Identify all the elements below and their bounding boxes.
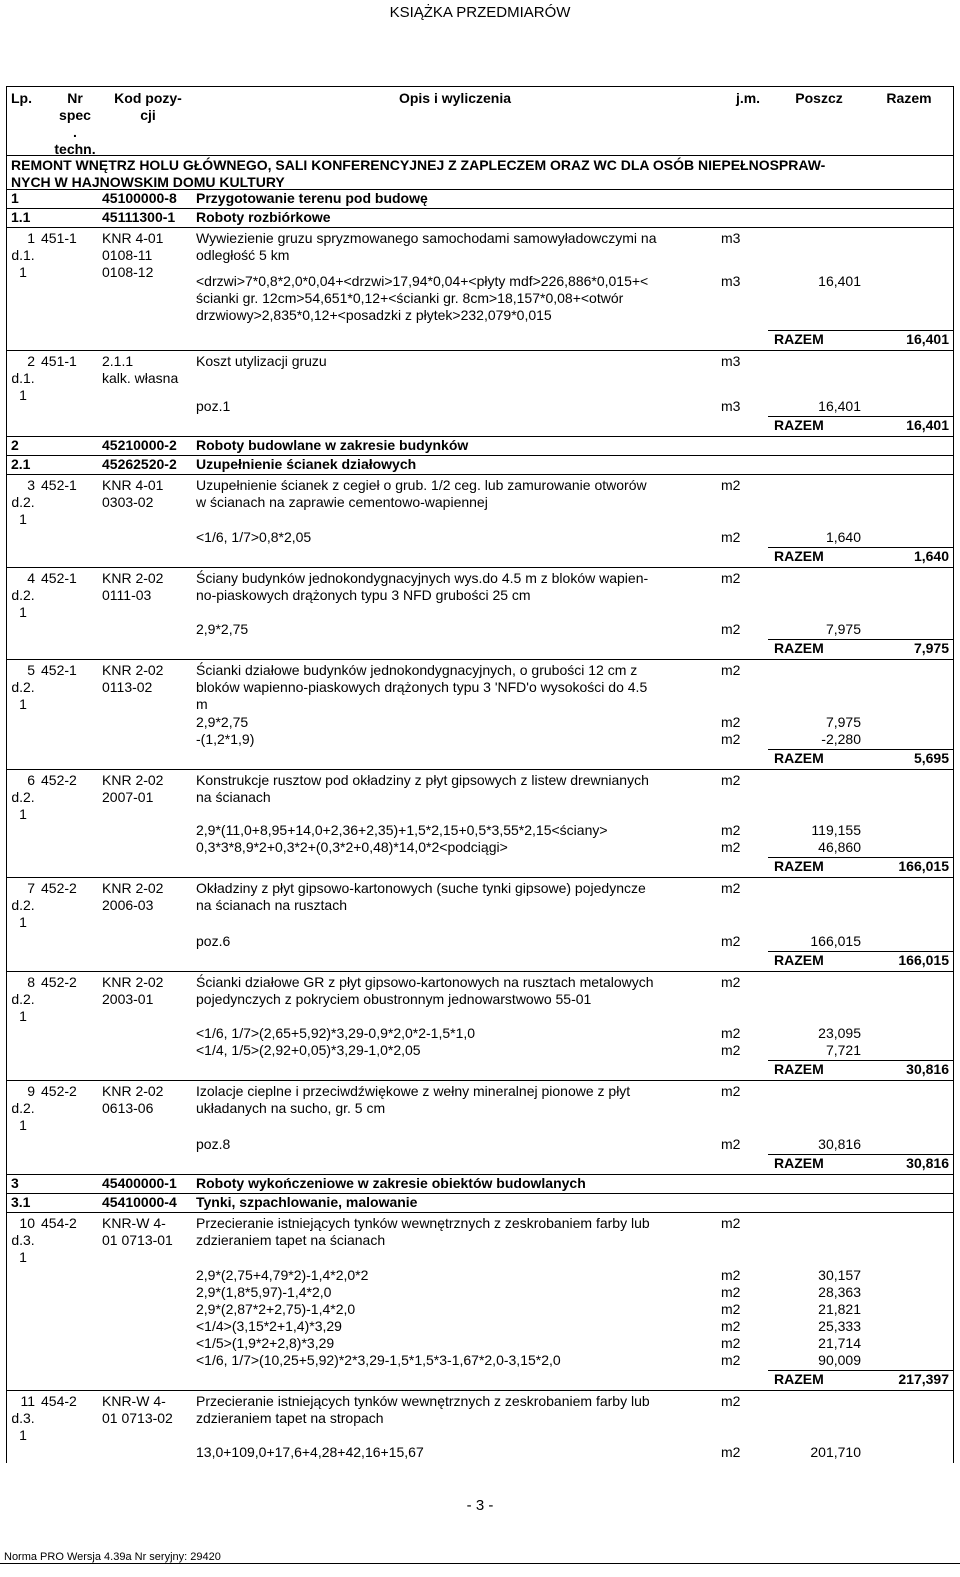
razem-total: RAZEM 16,401 [768,416,953,435]
page-number: - 3 - [466,1497,494,1514]
header-opis: Opis i wyliczenia [398,90,512,106]
unit: m3 [721,230,741,246]
subsection-row: 2.1 45262520-2 Uzupełnienie ścianek działowych [7,456,953,475]
header-lp: Lp. [11,90,32,106]
razem-total: RAZEM 16,401 [768,330,953,349]
header-jm: j.m. [735,90,761,106]
item-row: 3 d.2. 1 452-1 KNR 4-01 0303-02 Uzupełnienie ścianek z cegieł o grub. 1/2 ceg. lub zamurowanie otworów w ścianach na zaprawie cementowo-wapiennej m2 <1/6, 1/7>0,8*2,05 m2 1,640 RAZEM 1,640 [7,475,953,568]
item-row: 10 d.3. 1 454-2 KNR-W 4- 01 0713-01 Przecieranie istniejących tynków wewnętrznych z zeskrobaniem farby lub zdzieraniem tapet na ścianach m2 2,9*(2,75+4,79*2)-1,4*2,0*2 m2 30,157 2,9*(1,8*5,97)-1,4*2,0 m2 28,363 2,9*(2,87*2+2,75)-1,4*2,0 m2 21,821 <1/4>(3,15*2+1,4)*3,29 m2 25,333 <1/5>(1,9*2+2,8)*3,29 m2 21,714 <1/6, 1/7>(10,25+5,92)*2*3,29-1,5*1,5*3-1,67*2,0-3,15*2,0 m2 90,009 RAZEM 217,397 [7,1213,953,1391]
razem-total: RAZEM 30,816 [768,1060,953,1079]
razem-total: RAZEM 1,640 [768,547,953,566]
item-row: 6 d.2. 1 452-2 KNR 2-02 2007-01 Konstrukcje rusztow pod okładziny z płyt gipsowych z listew drewnianych na ścianach m2 2,9*(11,0+8,95+14,0+2,36+2,35)+1,5*2,15+0,5*3,55*2,15<ściany> m2 119,155 0,3*3*8,9*2+0,3*2+(0,3*2+0,48)*14,0*2<podciągi> m2 46,860 RAZEM 166,015 [7,770,953,878]
item-row: 11 d.3. 1 454-2 KNR-W 4- 01 0713-02 Przecieranie istniejących tynków wewnętrznych z zeskrobaniem farby lub zdzieraniem tapet na stropach m2 13,0+109,0+17,6+4,28+42,16+15,67 m2 201,710 [11,1393,861,1460]
item-row: 1 d.1. 1 451-1 KNR 4-01 0108-11 0108-12 Wywiezienie gruzu spryzmowanego samochodami samowyładowczymi na odległość 5 km m3 <drzwi>7*0,8*2,0*0,04+<drzwi>17,94*0,04+<płyty mdf>226,886*0,015+< ścianki gr. 12cm>54,651*0,12+<ścianki gr. 8cm>18,157*0,08+<otwór drzwiowy>2,835*0,12+<posadzki z płytek>232,079*0,015 m3 16,401 RAZEM 16,401 [7,228,953,351]
item-row: 5 d.2. 1 452-1 KNR 2-02 0113-02 Ścianki działowe budynków jednokondygnacyjnych, o grubości 12 cm z bloków wapienno-piaskowych drążonych typu 3 'NFD'o wysokości do 4.5 m m2 2,9*2,75 m2 7,975 -(1,2*1,9) m2 -2,280 RAZEM 5,695 [7,660,953,770]
razem-total: RAZEM 5,695 [768,749,953,768]
header-kod-pozycji: Kod pozy- cji [114,90,182,123]
header-poszcz: Poszcz [795,90,843,106]
razem-total: RAZEM 7,975 [768,639,953,658]
cost-estimate-table [6,86,954,1463]
header-razem: Razem [886,90,932,106]
razem-total: RAZEM 30,816 [768,1154,953,1173]
subsection-row: 3.1 45410000-4 Tynki, szpachlowanie, malowanie [7,1194,953,1213]
project-title: REMONT WNĘTRZ HOLU GŁÓWNEGO, SALI KONFERENCYJNEJ Z ZAPLECZEM ORAZ WC DLA OSÓB NIEPEŁNOSPRAW- NYCH W HAJNOWSKIM DOMU KULTURY [7,156,953,190]
section-row: 2 45210000-2 Roboty budowlane w zakresie budynków [7,437,953,456]
item-row: 8 d.2. 1 452-2 KNR 2-02 2003-01 Ścianki działowe GR z płyt gipsowo-kartonowych na rusztach metalowych pojedynczych z pokryciem obustronnym jednowarstwowo 55-01 m2 <1/6, 1/7>(2,65+5,92)*3,29-0,9*2,0*2-1,5*1,0 m2 23,095 <1/4, 1/5>(2,92+0,05)*3,29-1,0*2,05 m2 7,721 RAZEM 30,816 [7,972,953,1081]
section-row: 1 45100000-8 Przygotowanie terenu pod budowę [7,190,953,209]
razem-total: RAZEM 217,397 [768,1370,953,1389]
item-row: 7 d.2. 1 452-2 KNR 2-02 2006-03 Okładziny z płyt gipsowo-kartonowych (suche tynki gipsowe) pojedyncze na ścianach na rusztach m2 poz.6 m2 166,015 RAZEM 166,015 [7,878,953,972]
header-nr-spec: Nr spec . techn. [54,90,96,157]
razem-total: RAZEM 166,015 [768,857,953,876]
page-header: KSIĄŻKA PRZEDMIARÓW [389,4,571,21]
section-row: 3 45400000-1 Roboty wykończeniowe w zakresie obiektów budowlanych [7,1175,953,1194]
footer-divider [0,1563,960,1564]
razem-total: RAZEM 166,015 [768,951,953,970]
software-footer: Norma PRO Wersja 4.39a Nr seryjny: 29420 [4,1551,221,1563]
item-row: 4 d.2. 1 452-1 KNR 2-02 0111-03 Ściany budynków jednokondygnacyjnych wys.do 4.5 m z bloków wapien- no-piaskowych drążonych typu 3 NFD grubości 25 cm m2 2,9*2,75 m2 7,975 RAZEM 7,975 [7,568,953,660]
item-row: 2 d.1. 1 451-1 2.1.1 kalk. własna Koszt utylizacji gruzu m3 poz.1 m3 16,401 RAZEM 16,401 [7,351,953,437]
table-header [7,86,953,156]
subsection-row: 1.1 45111300-1 Roboty rozbiórkowe [7,209,953,228]
item-row: 9 d.2. 1 452-2 KNR 2-02 0613-06 Izolacje cieplne i przeciwdźwiękowe z wełny mineralnej pionowe z płyt układanych na sucho, gr. 5 cm m2 poz.8 m2 30,816 RAZEM 30,816 [7,1081,953,1175]
